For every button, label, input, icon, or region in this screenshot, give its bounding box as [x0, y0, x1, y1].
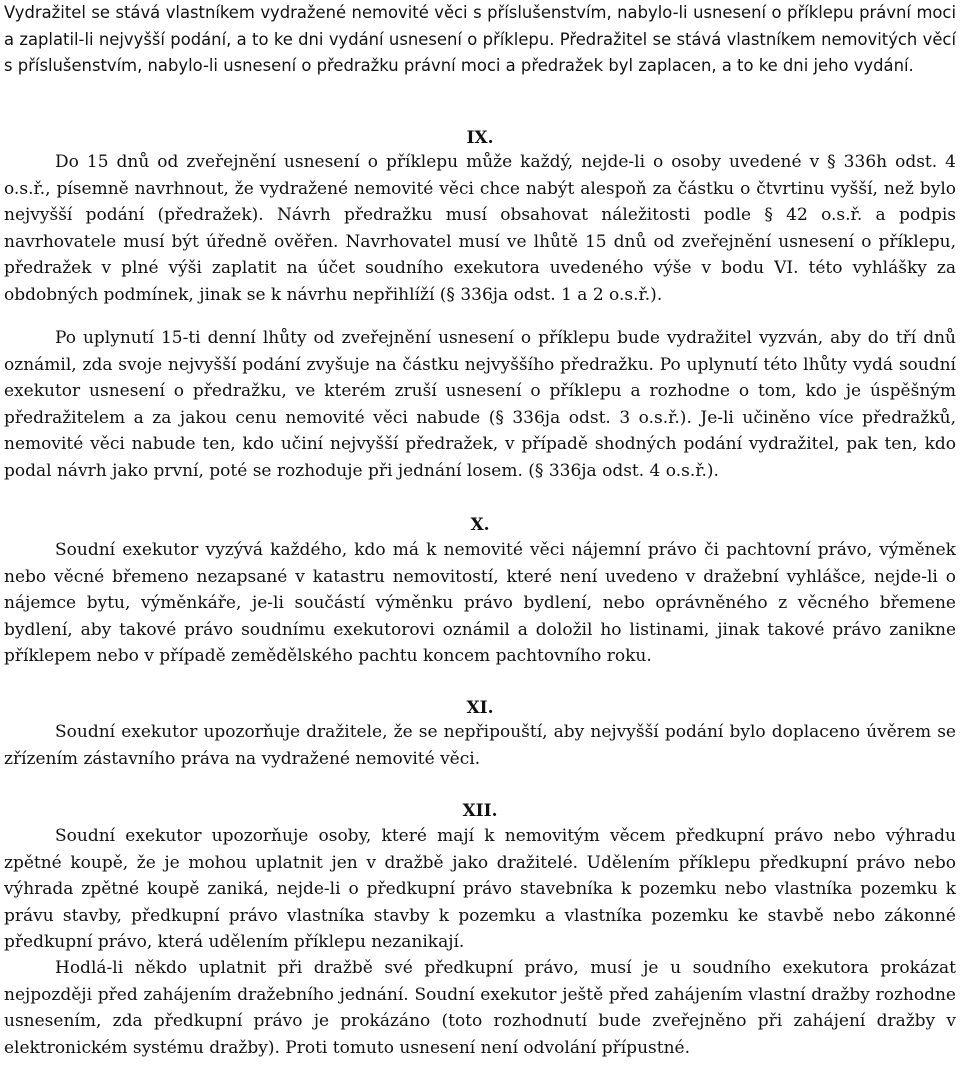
paragraph-overbid-decision: Po uplynutí 15-ti denní lhůty od zveřejnění usnesení o příklepu bude vydražitel vyzván, aby do tří dnů oznámil, zda svoje nejvyšší podání zvyšuje na částku nejvyššího předražku. Po uplynutí této lhůty vydá soudní exekutor usnesení o předražku, ve kterém zruší usnesení o příklepu a rozhodne o tom, kdo je úspěšným předražitelem a za jakou cenu nemovité věci nabude (§ 336ja odst. 3 o.s.ř.). Je-li učiněno více předražků, nemovité věci nabude ten, kdo učiní nejvyšší předražek, v případě shodných podání vydražitel, pak ten, kdo podal návrh jako první, poté se rozhoduje při jednání losem. (§ 336ja odst. 4 o.s.ř.). [4, 328, 956, 481]
section-heading-xii: XII. [462, 801, 498, 821]
paragraph-credit-payment-notice: Soudní exekutor upozorňuje dražitele, že se nepřipouští, aby nejvyšší podání bylo doplaceno úvěrem se zřízením zástavního práva na vydražené nemovité věci. [4, 722, 956, 769]
paragraph-ownership-transfer: Vydražitel se stává vlastníkem vydražené nemovité věci s příslušenstvím, nabylo-li usnesení o příklepu právní moci a zaplatil-li nejvyšší podání, a to ke dni vydání usnesení o příklepu. Předražitel se stává vlastníkem nemovitých věcí s příslušenstvím, nabylo-li usnesení o předražku právní moci a předražek byl zaplacen, a to ke dni jeho vydání. [4, 3, 956, 76]
section-heading-xi: XI. [466, 698, 494, 718]
paragraph-preemption-rights: Soudní exekutor upozorňuje osoby, které mají k nemovitým věcem předkupní právo nebo výhradu zpětné koupě, že je mohou uplatnit jen v dražbě jako dražitelé. Udělením příklepu předkupní právo nebo výhrada zpětné koupě zaniká, nejde-li o předkupní právo stavebníka k pozemku nebo vlastníka pozemku k právu stavby, předkupní právo vlastníka stavby k pozemku a vlastníka pozemku ke stavbě nebo zákonné předkupní právo, která udělením příklepu nezanikají. [4, 826, 956, 953]
section-heading-ix: IX. [466, 128, 494, 148]
paragraph-preemption-proof: Hodlá-li někdo uplatnit při dražbě své předkupní právo, musí je u soudního exekutora prokázat nejpozději před zahájením dražebního jednání. Soudní exekutor ještě před zahájením vlastní dražby rozhodne usnesením, zda předkupní právo je prokázáno (toto rozhodnutí bude zveřejněno při zahájení dražby v elektronickém systému dražby). Proti tomuto usnesení není odvolání přípustné. [4, 958, 956, 1058]
paragraph-tenancy-rights-notice: Soudní exekutor vyzývá každého, kdo má k nemovité věci nájemní právo či pachtovní právo, výměnek nebo věcné břemeno nezapsané v katastru nemovitostí, které není uvedeno v dražební vyhlášce, nejde-li o nájemce bytu, výměnkáře, je-li součástí výměnku právo bydlení, nebo oprávněného z věcného břemene bydlení, aby takové právo soudnímu exekutorovi oznámil a doložil ho listinami, jinak takové právo zanikne příklepem nebo v případě zemědělského pachtu koncem pachtovního roku. [4, 540, 956, 667]
paragraph-overbid-proposal: Do 15 dnů od zveřejnění usnesení o příklepu může každý, nejde-li o osoby uvedené v § 336h odst. 4 o.s.ř., písemně navrhnout, že vydražené nemovité věci chce nabýt alespoň za částku o čtvrtinu vyšší, než bylo nejvyšší podání (předražek). Návrh předražku musí obsahovat náležitosti podle § 42 o.s.ř. a podpis navrhovatele musí být úředně ověřen. Navrhovatel musí ve lhůtě 15 dnů od zveřejnění usnesení o příklepu, předražek v plné výši zaplatit na účet soudního exekutora uvedeného výše v bodu VI. této vyhlášky za obdobných podmínek, jinak se k návrhu nepřihlíží (§ 336ja odst. 1 a 2 o.s.ř.). [4, 152, 956, 305]
section-heading-x: X. [470, 515, 490, 535]
